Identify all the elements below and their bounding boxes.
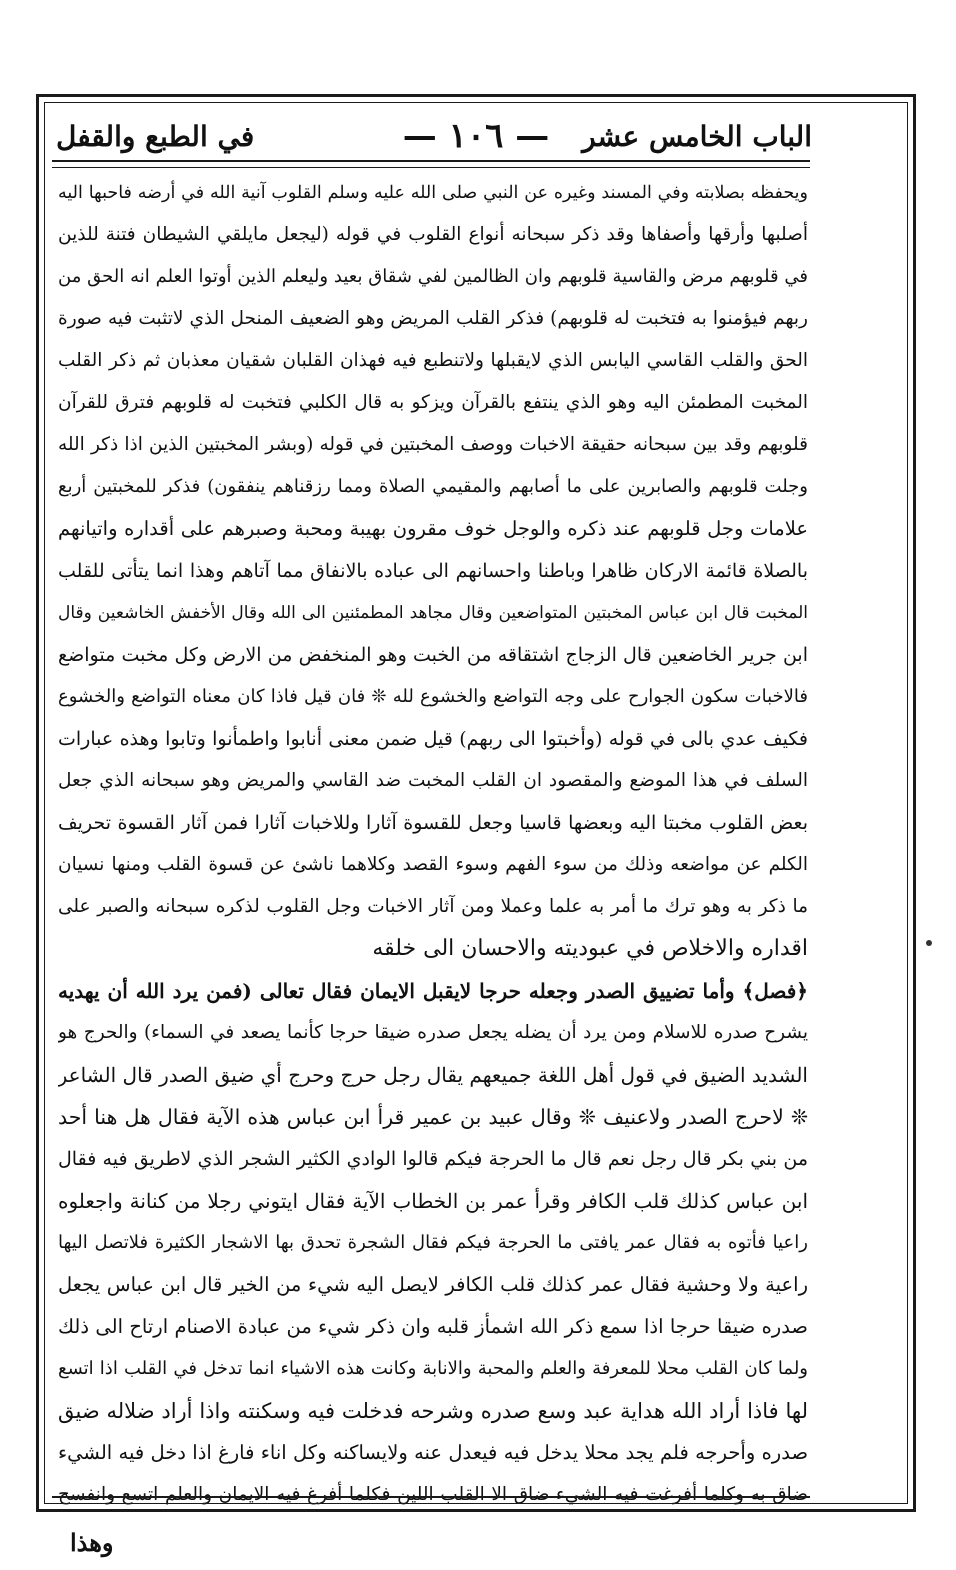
text-line: ربهم فيؤمنوا به فتخبت له قلوبهم) فذكر القلب المريض وهو الضعيف المنحل الذي لاتثبت فيه صورة xyxy=(58,308,808,329)
text-line: الحق والقلب القاسي اليابس الذي لايقبلها ولاتنطبع فيه فهذان القلبان شقيان معذبان ثم ذكر القلب xyxy=(58,350,808,371)
text-line: علامات وجل قلوبهم عند ذكره والوجل خوف مقرون بهيبة ومحبة وصبرهم على أقداره واتيانهم xyxy=(58,517,808,540)
text-line: بعض القلوب مخبتا اليه وبعضها قاسيا وجعل للقسوة آثارا وللاخبات آثارا فمن آثار القسوة تحريف xyxy=(58,812,808,834)
text-line: المخبت قال ابن عباس المخبتين المتواضعين وقال مجاهد المطمئنين الى الله وقال الأخفش الخاشعين وقال xyxy=(58,603,808,623)
text-line: السلف في هذا الموضع والمقصود ان القلب المخبت ضد القاسي والمريض وهو سبحانه الذي جعل xyxy=(58,770,808,791)
text-line: ضاق به وكلما أفرغت فيه الشيء ضاق الا القلب اللين فكلما أفرغ فيه الايمان والعلم اتسع وانفسح xyxy=(58,1484,808,1505)
text-line: يشرح صدره للاسلام ومن يرد أن يضله يجعل صدره ضيقا حرجا كأنما يصعد في السماء) والحرج هو xyxy=(58,1022,808,1043)
text-line: ما ذكر به وهو ترك ما أمر به علما وعملا ومن آثار الاخبات وجل القلوب لذكره سبحانه والصبر على xyxy=(58,896,808,917)
section-title: في الطبع والقفل xyxy=(56,120,255,153)
main-text xyxy=(58,172,808,1516)
text-line: قلوبهم وقد بين سبحانه حقيقة الاخبات ووصف المخبتين في قوله (وبشر المخبتين الذين اذا ذكر الله xyxy=(58,434,808,455)
text-line: في قلوبهم مرض والقاسية قلوبهم وان الظالمين لفي شقاق بعيد وليعلم الذين أوتوا العلم انه الحق من xyxy=(58,266,808,287)
text-line: راعية ولا وحشية فقال عمر كذلك قلب الكافر لايصل اليه شيء من الخير قال ابن عباس يجعل xyxy=(58,1273,808,1296)
text-line: فكيف عدي بالى في قوله (وأخبتوا الى ربهم) قيل ضمن معنى أنابوا واطمأنوا وتابوا وهذه عبارات xyxy=(58,728,808,750)
text-line: ابن جرير الخاضعين قال الزجاج اشتقاقه من الخبت وهو المنخفض من الارض وكل مخبت متواضع xyxy=(58,644,808,666)
text-line: من بني بكر قال رجل نعم قال ما الحرجة فيكم قالوا الوادي الكثير الشجر الذي لاطريق فيه فقال xyxy=(58,1148,808,1170)
text-line: الشديد الضيق في قول أهل اللغة جميعهم يقال رجل حرج وحرج أي ضيق الصدر قال الشاعر xyxy=(58,1063,808,1087)
text-line: صدره ضيقا حرجا اذا سمع ذكر الله اشمأز قلبه وان ذكر شيء من عبادة الاصنام ارتاح الى ذلك xyxy=(58,1315,808,1338)
header-rule xyxy=(52,160,810,168)
chapter-heading: الباب الخامس عشر xyxy=(582,120,812,153)
text-line: وجلت قلوبهم والصابرين على ما أصابهم والمقيمي الصلاة ومما رزقناهم ينفقون) فذكر للمخبتين أربع xyxy=(58,476,808,497)
text-line: الكلم عن مواضعه وذلك من سوء الفهم وسوء القصد وكلاهما ناشئ عن قسوة القلب ومنها نسيان xyxy=(58,854,808,875)
text-line: ويحفظه بصلابته وفي المسند وغيره عن النبي صلى الله عليه وسلم القلوب آنية الله في أرضه فاحبها اليه xyxy=(58,183,808,203)
text-line: ابن عباس كذلك قلب الكافر وقرأ عمر بن الخطاب الآية فقال ايتوني رجلا من كنانة واجعلوه xyxy=(58,1189,808,1213)
text-line: أصلبها وأرقها وأصفاها وقد ذكر سبحانه أنواع القلوب في قوله (ليجعل مايلقي الشيطان فتنة للذين xyxy=(58,224,808,245)
text-line: بالصلاة قائمة الاركان ظاهرا وباطنا واحسانهم الى عباده بالانفاق مما آتاهم وهذا انما يتأتى للقلب xyxy=(58,560,808,582)
text-line: راعيا فأتوه به فقال عمر يافتى ما الحرجة فيكم فقال الشجرة تحدق بها الاشجار الكثيرة فلاتصل اليها xyxy=(58,1232,808,1253)
margin-dot xyxy=(926,940,932,946)
text-line: فالاخبات سكون الجوارح على وجه التواضع والخشوع لله ❊ فان قيل فاذا كان معناه التواضع والخشوع xyxy=(58,686,808,707)
page-number: — ١٠٦ — xyxy=(402,116,550,156)
text-line: لها فاذا أراد الله هداية عبد وسع صدره وشرحه فدخلت فيه وسكنته واذا أراد ضلاله ضيق xyxy=(58,1399,808,1423)
footer-rule xyxy=(52,1496,810,1504)
section-heading-line: ﴿فصل﴾ وأما تضييق الصدر وجعله حرجا لايقبل الايمان فقال تعالى (فمن يرد الله أن يهديه xyxy=(58,979,808,1003)
text-line: ولما كان القلب محلا للمعرفة والعلم والمحبة والانابة وكانت هذه الاشياء انما تدخل في القلب اذا اتسع xyxy=(58,1358,808,1379)
text-line: المخبت المطمئن اليه وهو الذي ينتفع بالقرآن ويزكو به قال الكلبي فتخبت له قلوبهم فترق للقرآن xyxy=(58,392,808,413)
text-line: ❊ لاحرج الصدر ولاعنيف ❊ وقال عبيد بن عمير قرأ ابن عباس هذه الآية فقال هل هنا أحد xyxy=(58,1105,808,1129)
text-line: صدره وأحرجه فلم يجد محلا يدخل فيه فيعدل عنه ولايساكنه وكل اناء فارغ اذا دخل فيه الشيء xyxy=(58,1441,808,1464)
paragraph-end-line: اقداره والاخلاص في عبوديته والاحسان الى خلقه xyxy=(372,936,808,961)
catchword: وهذا xyxy=(70,1528,114,1557)
